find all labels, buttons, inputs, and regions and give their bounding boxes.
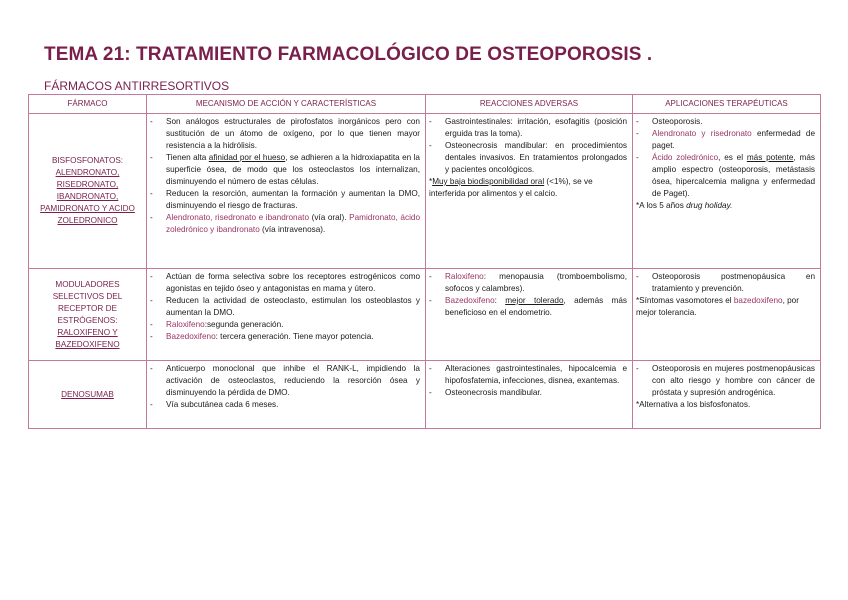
drug-table	[28, 94, 821, 429]
table-header-row	[29, 95, 821, 114]
section-subtitle: FÁRMACOS ANTIRRESORTIVOS	[44, 79, 230, 93]
header-aplicaciones: APLICACIONES TERAPÉUTICAS	[633, 95, 821, 114]
table-row	[29, 269, 821, 361]
list-item: - Ácido zoledrónico, es el más potente, más amplio espectro (osteoporosis, metástasis ósea, hipercalcemia maligna y enfermedad de Paget).	[636, 152, 815, 200]
list-item: - Osteonecrosis mandibular: en procedimientos dentales invasivos. En tratamientos prolongados y pacientes oncológicos.	[429, 140, 627, 176]
list-item: - Alteraciones gastrointestinales, hipocalcemia e hipofosfatemia, infecciones, disnea, exantemas.	[429, 363, 627, 387]
drug-name: IBANDRONATO,	[56, 192, 119, 201]
list-item: - Son análogos estructurales de pirofosfatos inorgánicos pero con sustitución de un átomo de oxígeno, por lo que tienen mayor resistencia a la hidrólisis.	[150, 116, 420, 152]
drug-group-label: BISFOSFONATOS:	[51, 156, 124, 165]
note-text: *A los 5 años drug holiday.	[636, 201, 733, 210]
list-item: - Actúan de forma selectiva sobre los receptores estrogénicos como agonistas en tejido óseo y antagonistas en mama y útero.	[150, 271, 420, 295]
list-item: - Tienen alta afinidad por el hueso, se adhieren a la hidroxiapatita en la superficie ósea, de modo que los osteoclastos los internalizan, disminuyendo el número de estas células.	[150, 152, 420, 188]
mechanism-cell	[147, 114, 426, 269]
underlined-term: afinidad por el hueso	[208, 153, 286, 162]
list-item: - Alendronato, risedronato e ibandronato (vía oral). Pamidronato, ácido zoledrónico y ibandronato (vía intravenosa).	[150, 212, 420, 236]
list-item: - Alendronato y risedronato enfermedad de paget.	[636, 128, 815, 152]
header-farmaco: FÁRMACO	[29, 95, 147, 114]
applications-cell	[633, 114, 821, 269]
table-row	[29, 361, 821, 429]
table-row	[29, 114, 821, 269]
adverse-cell	[426, 114, 633, 269]
list-item: - Reducen la resorción, aumentan la formación y aumentan la DMO, disminuyendo el riesgo de fracturas.	[150, 188, 420, 212]
header-reacciones: REACCIONES ADVERSAS	[426, 95, 633, 114]
drug-cell-bisfosfonatos	[29, 114, 147, 269]
adverse-cell	[426, 269, 633, 361]
list-item: - Osteoporosis.	[636, 116, 815, 128]
list-item: - Anticuerpo monoclonal que inhibe el RANK-L, impidiendo la activación de osteoclastos, reduciendo la resorción ósea y disminuyendo la pérdida de DMO.	[150, 363, 420, 399]
list-item: - Reducen la actividad de osteoclasto, estimulan los osteoblastos y aumentan la DMO.	[150, 295, 420, 319]
list-item: - Osteonecrosis mandibular.	[429, 387, 627, 399]
mechanism-cell	[147, 269, 426, 361]
drug-name: BAZEDOXIFENO	[55, 339, 120, 349]
list-item: - Osteoporosis en mujeres postmenopáusicas con alto riesgo y hombre con cáncer de próstata y supresión androgénica.	[636, 363, 815, 399]
applications-cell	[633, 269, 821, 361]
list-item: - Osteoporosis postmenopáusica en tratamiento y prevención.	[636, 271, 815, 295]
adverse-cell	[426, 361, 633, 429]
note-text: *Muy baja biodisponibilidad oral (<1%), se ve interferida por alimentos y el calcio.	[429, 177, 593, 198]
list-item: - Vía subcutánea cada 6 meses.	[150, 399, 420, 411]
note-text: *Síntomas vasomotores el bazedoxifeno, por mejor tolerancia.	[636, 296, 799, 317]
drug-name: ALENDRONATO,	[55, 168, 120, 177]
drug-name: PAMIDRONATO Y ACIDO	[40, 204, 135, 213]
drug-cell-moduladores	[29, 269, 147, 361]
drug-cell-denosumab	[29, 361, 147, 429]
header-mecanismo: MECANISMO DE ACCIÓN Y CARACTERÍSTICAS	[147, 95, 426, 114]
list-item: - Raloxifeno:segunda generación.	[150, 319, 420, 331]
mechanism-cell	[147, 361, 426, 429]
applications-cell	[633, 361, 821, 429]
page-title: TEMA 21: TRATAMIENTO FARMACOLÓGICO DE OSTEOPOROSIS .	[44, 44, 653, 65]
drug-name: DENOSUMAB	[61, 389, 114, 399]
drug-name: RALOXIFENO Y	[57, 327, 118, 337]
note-text: *Alternativa a los bisfosfonatos.	[636, 400, 751, 409]
drug-name: RISEDRONATO,	[56, 180, 119, 189]
list-item: - Raloxifeno: menopausia (tromboembolismo, sofocos y calambres).	[429, 271, 627, 295]
drug-name: ZOLEDRONICO	[57, 216, 118, 225]
list-item: - Bazedoxifeno: tercera generación. Tiene mayor potencia.	[150, 331, 420, 343]
list-item: - Gastrointestinales: irritación, esofagitis (posición erguida tras la toma).	[429, 116, 627, 140]
list-item: - Bazedoxifeno: mejor tolerado, además más beneficioso en el endometrio.	[429, 295, 627, 319]
drug-group-label: MODULADORES SELECTIVOS DEL RECEPTOR DE ESTRÓGENOS:	[52, 279, 123, 325]
